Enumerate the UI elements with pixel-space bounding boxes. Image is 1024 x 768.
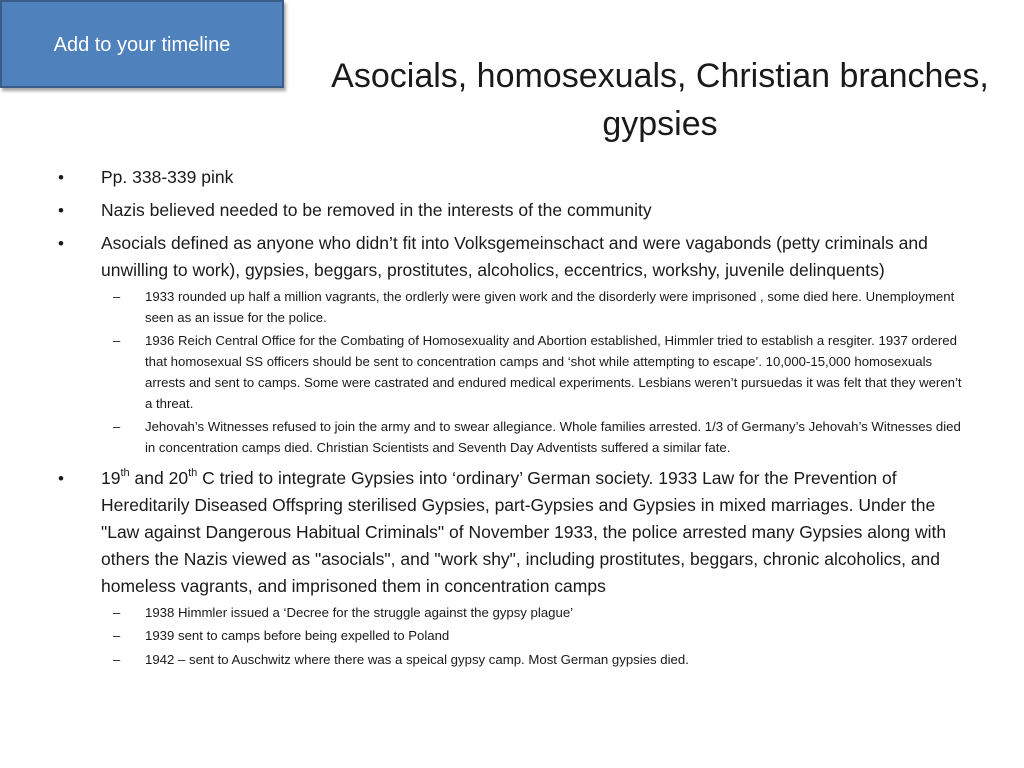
dash-marker: – (113, 652, 121, 668)
ordinal-suffix: th (188, 466, 198, 479)
sub-bullet-text: 1936 Reich Central Office for the Combating of Homosexuality and Abortion established, Himmler tried to establish a resgiter. 1937 ordered that homosexual SS officers should be sent to concentration camps and ‘shot while attempting to escape’. 10,000-15,000 homosexuals arrests and sent to camps. Some were castrated and endured medical experiments. Lesbians weren’t pursuedas it was felt that they weren’t a threat. (145, 333, 962, 411)
dash-marker: – (113, 419, 121, 435)
bullet-marker: • (58, 468, 64, 488)
ordinal-suffix: th (120, 466, 130, 479)
dash-marker: – (113, 604, 121, 620)
slide-body (58, 164, 970, 671)
sub-bullet-item (58, 603, 970, 624)
callout-label: Add to your timeline (53, 34, 231, 56)
sub-bullet-text: 1942 – sent to Auschwitz where there was a speical gypsy camp. Most German gypsies died. (145, 652, 689, 668)
conjunction: and (129, 467, 169, 488)
bullet-item (58, 164, 970, 191)
bullet-item (58, 197, 970, 224)
sub-bullet-item (58, 287, 970, 328)
bullet-text: C tried to integrate Gypsies into ‘ordinary’ German society. 1933 Law for the Prevention of Hereditarily Diseased Offspring sterilised Gypsies, part-Gypsies and Gypsies in mixed marriages. Under the "Law against Dangerous Habitual Criminals" of November 1933, the police arrested many Gypsies along with others the Nazis viewed as "asocials", and "work shy", including prostitutes, beggars, chronic alcoholics, and homeless vagrants, and imprisoned them in concentration camps (101, 467, 947, 596)
dash-marker: – (113, 289, 121, 304)
sub-bullet-item (58, 650, 970, 671)
sub-bullet-item (58, 417, 970, 458)
bullet-marker: • (58, 234, 64, 253)
sub-bullet-text: 1938 Himmler issued a ‘Decree for the struggle against the gypsy plague’ (145, 604, 574, 620)
sub-bullet-text: Jehovah’s Witnesses refused to join the army and to swear allegiance. Whole families arrested. 1/3 of Germany’s Jehovah’s Witnesses died in concentration camps died. Christian Scientists and Seventh Day Adventists suffered a similar fate. (145, 419, 961, 455)
bullet-marker: • (58, 168, 64, 187)
bullet-marker: • (58, 201, 64, 220)
bullet-text: Pp. 338-339 pink (101, 167, 234, 187)
sub-bullet-item (58, 331, 970, 414)
bullet-item-gypsies (58, 465, 970, 600)
century-20: 20 (168, 467, 189, 488)
dash-marker: – (113, 333, 121, 349)
sub-bullet-text: 1939 sent to camps before being expelled to Poland (145, 628, 450, 644)
bullet-text: Asocials defined as anyone who didn’t fit into Volksgemeinschact and were vagabonds (petty criminals and unwilling to work), gypsies, beggars, prostitutes, alcoholics, eccentrics, workshy, juvenile delinquents) (101, 233, 928, 280)
century-19: 19 (101, 467, 121, 488)
add-to-timeline-callout (0, 0, 284, 88)
slide-title: Asocials, homosexuals, Christian branches, gypsies (331, 57, 989, 143)
bullet-text: Nazis believed needed to be removed in the interests of the community (101, 200, 652, 220)
dash-marker: – (113, 628, 121, 644)
bullet-item (58, 230, 970, 284)
sub-bullet-item (58, 626, 970, 647)
sub-bullet-text: 1933 rounded up half a million vagrants, the ordlerly were given work and the disorderly were imprisoned , some died here. Unemployment seen as an issue for the police. (145, 289, 955, 325)
